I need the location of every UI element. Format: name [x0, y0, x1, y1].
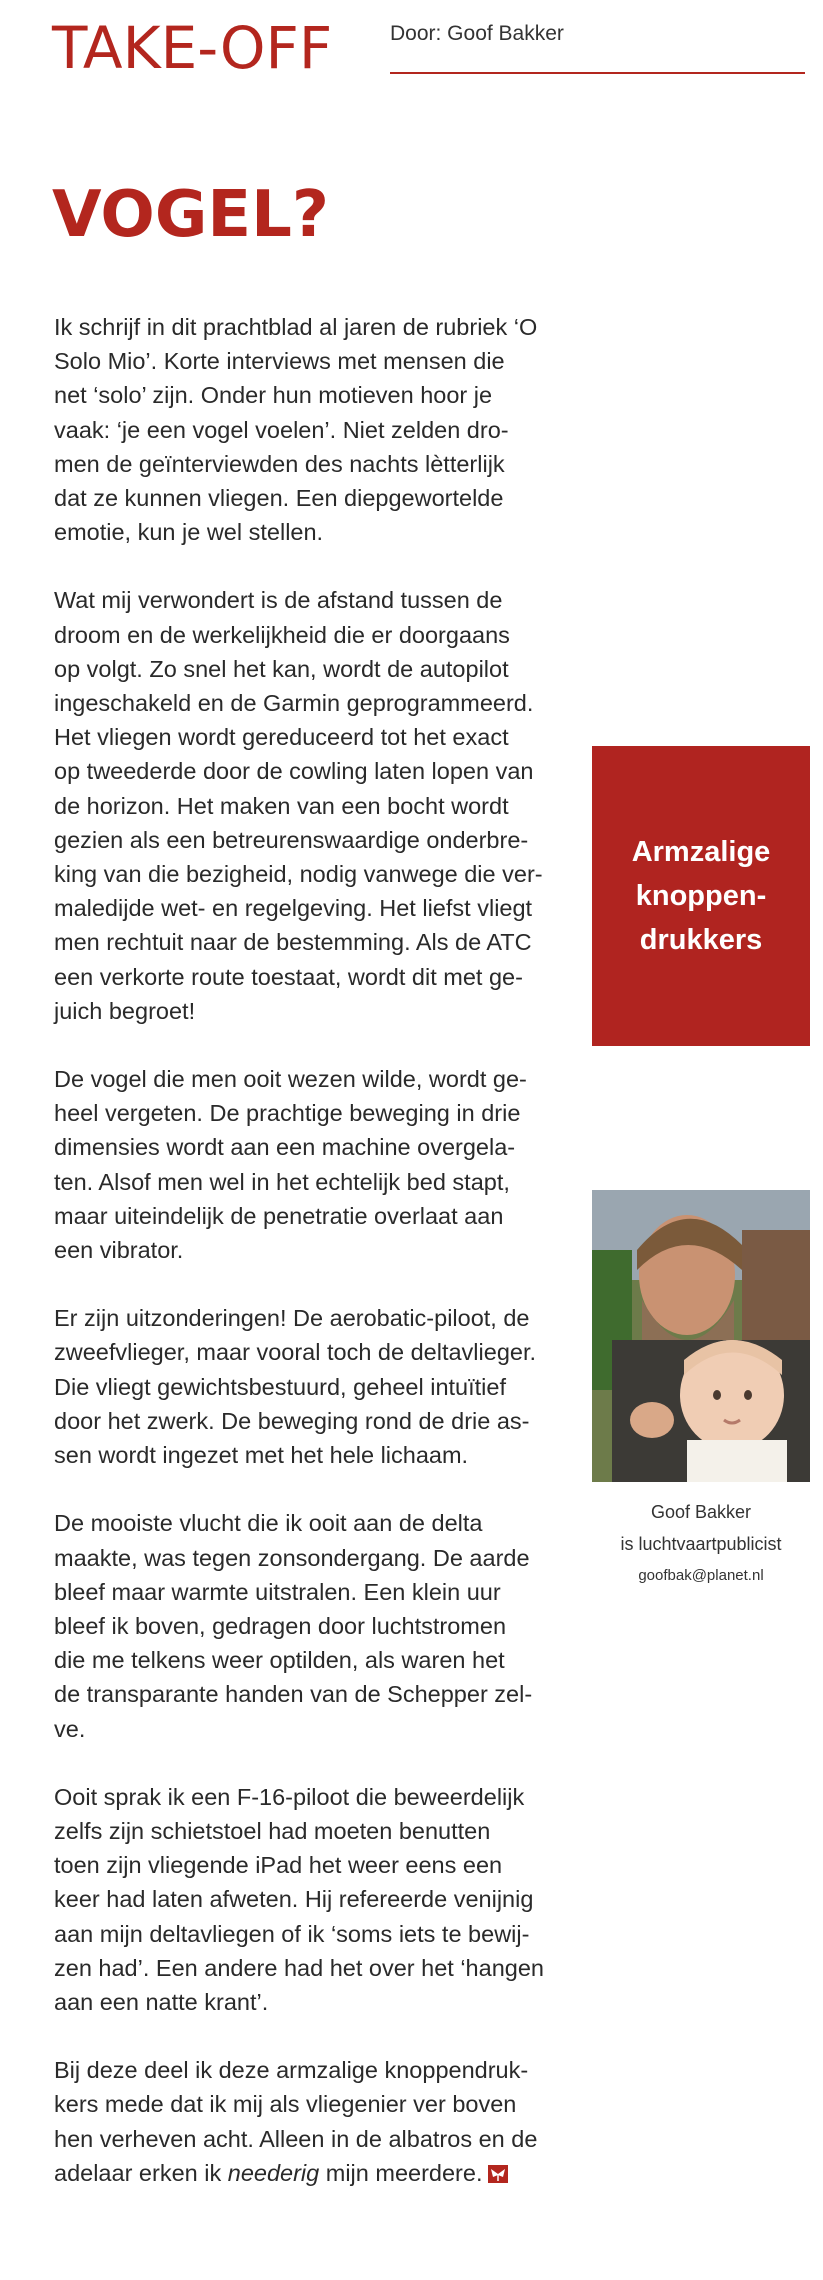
- author-photo: [592, 1190, 810, 1482]
- paragraph-7-end: mijn meerdere.: [319, 2159, 483, 2186]
- paragraph-4: Er zijn uitzonderingen! De aerobatic-piloot, de zweefvlieger, maar vooral toch de deltavlieger. Die vliegt gewichtsbestuurd, geheel intuïtief door het zwerk. De beweging rond de drie as- sen wordt ingezet met het hele lichaam.: [54, 1305, 537, 1469]
- paragraph-7-start: Bij deze deel ik deze armzalige knoppendruk- kers mede dat ik mij als vliegenier ver boven hen verheven acht. Alleen in de albatros en de adelaar erken ik: [54, 2057, 538, 2186]
- caption-name: Goof Bakker: [650, 1502, 752, 1522]
- paragraph-7: [54, 2053, 554, 2190]
- paragraph-2: Wat mij verwondert is de afstand tussen de droom en de werkelijkheid die er doorgaans op volgt. Zo snel het kan, wordt de autopilot ingeschakeld en de Garmin geprogrammeerd. Het vliegen wordt gereduceerd tot het exact op tweederde door de cowling laten lopen van de horizon. Het maken van een bocht wordt gezien als een betreurenswaardige onderbre- king van die bezigheid, nodig vanwege die ver- maledijde wet- en regelgeving. Het liefst vliegt men rechtuit naar de bestemming. Als de ATC een verkorte route toestaat, wordt dit met ge- juich begroet!: [54, 587, 543, 1024]
- section-title: TAKE-OFF: [52, 14, 333, 82]
- caption-role: is luchtvaartpublicist: [620, 1534, 782, 1554]
- plane-end-mark-icon: [488, 2165, 508, 2183]
- pull-quote: Armzalige knoppen- drukkers: [592, 746, 810, 1046]
- paragraph-7-emphasis: neederig: [227, 2159, 320, 2186]
- caption-email: goofbak@planet.nl: [638, 1567, 764, 1584]
- article-headline: VOGEL?: [52, 178, 329, 252]
- paragraph-1: Ik schrijf in dit prachtblad al jaren de rubriek ‘O Solo Mio’. Korte interviews met mensen die net ‘solo’ zijn. Onder hun motieven hoor je vaak: ‘je een vogel voelen’. Niet zelden dro- men de geïnterviewden des nachts lètterlijk dat ze kunnen vliegen. Een diepgewortelde emotie, kun je wel stellen.: [54, 314, 538, 546]
- paragraph-6: Ooit sprak ik een F-16-piloot die beweerdelijk zelfs zijn schietstoel had moeten benutten toen zijn vliegende iPad het weer eens een keer had laten afweten. Hij refereerde venijnig aan mijn deltavliegen of ik ‘soms iets te bewij- zen had’. Een andere had het over het ‘hangen aan een natte krant’.: [54, 1783, 544, 2015]
- byline: Door: Goof Bakker: [390, 22, 564, 45]
- paragraph-3: De vogel die men ooit wezen wilde, wordt ge- heel vergeten. De prachtige beweging in drie dimensies wordt aan een machine overgela- ten. Alsof men wel in het echtelijk bed stapt, maar uiteindelijk de penetratie overlaat aan een vibrator.: [54, 1066, 527, 1264]
- article-body: [54, 310, 554, 2224]
- paragraph-5: De mooiste vlucht die ik ooit aan de delta maakte, was tegen zonsondergang. De aarde bleef maar warmte uitstralen. Een klein uur bleef ik boven, gedragen door luchtstromen die me telkens weer optilden, als waren het de transparante handen van de Schepper zel- ve.: [54, 1510, 533, 1742]
- photo-caption: [592, 1496, 810, 1592]
- byline-divider: [390, 72, 805, 74]
